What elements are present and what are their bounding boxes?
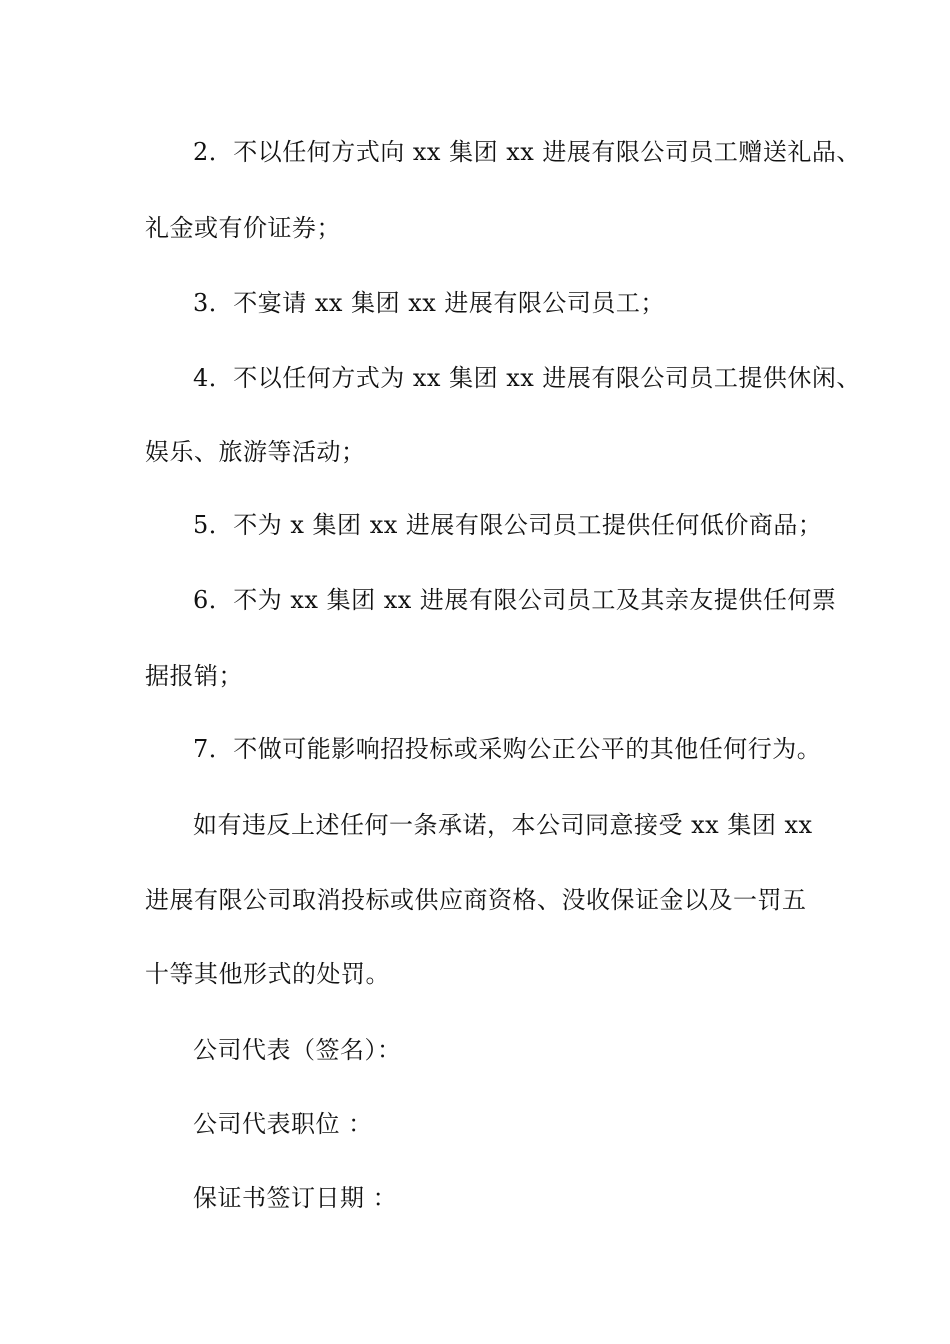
clause-6-line-1: 6．不为 xx 集团 xx 进展有限公司员工及其亲友提供任何票 (193, 586, 837, 614)
representative-signature-field: 公司代表（签名）： (193, 1036, 402, 1064)
clause-4-line-1: 4．不以任何方式为 xx 集团 xx 进展有限公司员工提供休闲、 (193, 364, 861, 392)
penalty-paragraph-line-3: 十等其他形式的处罚。 (145, 960, 390, 988)
penalty-paragraph-line-1: 如有违反上述任何一条承诺，本公司同意接受 xx 集团 xx (193, 811, 813, 839)
clause-2-line-2: 礼金或有价证券； (145, 214, 341, 242)
penalty-paragraph-line-2: 进展有限公司取消投标或供应商资格、没收保证金以及一罚五 (145, 886, 807, 914)
clause-4-line-2: 娱乐、旅游等活动； (145, 438, 366, 466)
clause-3: 3．不宴请 xx 集团 xx 进展有限公司员工； (193, 289, 665, 317)
clause-2-line-1: 2．不以任何方式向 xx 集团 xx 进展有限公司员工赠送礼品、 (193, 138, 861, 166)
clause-5: 5．不为 x 集团 xx 进展有限公司员工提供任何低价商品； (193, 511, 823, 539)
representative-position-field: 公司代表职位 ： (193, 1110, 373, 1138)
clause-7: 7．不做可能影响招投标或采购公正公平的其他任何行为。 (193, 735, 822, 763)
signing-date-field: 保证书签订日期 ： (193, 1184, 398, 1212)
clause-6-line-2: 据报销； (145, 662, 243, 690)
